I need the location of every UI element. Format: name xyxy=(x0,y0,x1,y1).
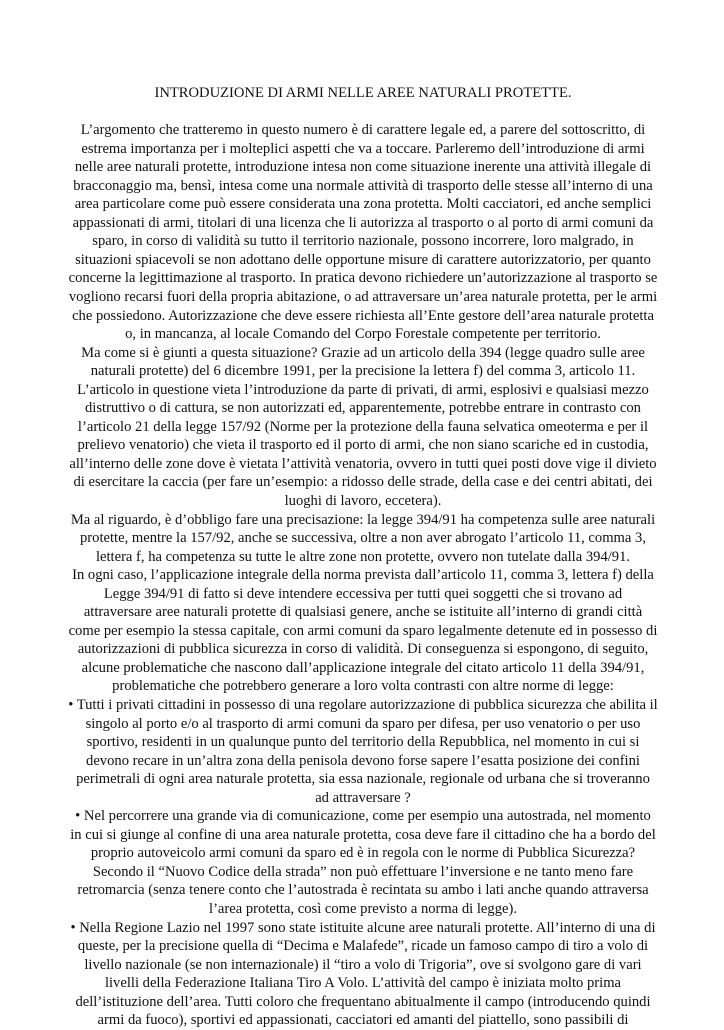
paragraph-article-ban: L’articolo in questione vieta l’introduzione da parte di privati, di armi, esplosivi e qualsiasi mezzo distruttivo o di cattura, se non autorizzati ed, apparentemente, potrebbe entrare in contrasto con l’articolo 21 della legge 157/92 (Norme per la protezione della fauna selvatica omeoterma e per il prelievo venatorio) che vieta il trasporto ed il porto di armi, che non siano scariche ed in custodia, all’interno delle zone dove è vietata l’attività venatoria, ovvero in tutti quei posti dove vige il divieto di esercitare la caccia (per fare un’esempio: a ridosso delle strade, della case e dei centri abitati, dei luoghi di lavoro, eccetera). xyxy=(69,381,657,509)
document-title: INTRODUZIONE DI ARMI NELLE AREE NATURALI PROTETTE. xyxy=(154,85,572,101)
paragraph-clarification: Ma al riguardo, è d’obbligo fare una precisazione: la legge 394/91 ha competenza sulle aree naturali protette, mentre la 157/92, anche se successiva, oltre a non aver abrogato l’articolo 11, comma 3, lettera f, ha competenza su tutte le altre zone non protette, ovvero non tutelate dalla 394/91. xyxy=(70,511,656,565)
paragraph-problems-intro: In ogni caso, l’applicazione integrale della norma prevista dall’articolo 11, comma 3, lettera f) della Legge 394/91 di fatto si deve intendere eccessiva per tutti quei soggetti che si trovano ad attraversare aree naturali protette di qualsiasi genere, anche se istituite all’interno di grandi città come per esempio la stessa capitale, con armi comuni da sparo legalmente detenute ed in possesso di autorizzazioni di pubblica sicurezza in corso di validità. Di conseguenza si espongono, di seguito, alcune problematiche che nascono dall’applicazione integrale del citato articolo 11 della 394/91, problematiche che potrebbero generare a loro volta contrasti con altre norme di legge: xyxy=(68,567,658,695)
bullet-item-lazio: • Nella Regione Lazio nel 1997 sono state istituite alcune aree naturali protette. All’interno di una di queste, per la precisione quella di “Decima e Malafede”, ricade un famoso campo di tiro a volo di livello nazionale (se non internazionale) il “tiro a volo di Trigoria”, ove si svolgono gare di vari livelli della Federazione Italiana Tiro A Volo. L’attività del campo è iniziata molto prima dell’istituzione dell’area. Tutti coloro che frequentano abitualmente il campo (introducendo quindi armi da fuoco), sportivi ed appassionati, cacciatori ed amanti del piattello, sono passibili di xyxy=(70,919,656,1029)
paragraph-intro: L’argomento che tratteremo in questo numero è di carattere legale ed, a parere del sottoscritto, di estrema importanza per i molteplici aspetti che va a toccare. Parleremo dell’introduzione di armi nelle aree naturali protette, introduzione intesa non come situazione inerente una attività illegale di bracconaggio ma, bensì, intesa come una normale attività di trasporto delle stesse all’interno di una area particolare come può essere considerata una zona protetta. Molti cacciatori, ed anche semplici appassionati di armi, titolari di una licenza che li autorizza al trasporto o al porto di armi comuni da sparo, in corso di validità su tutto il territorio nazionale, possono incorrere, loro malgrado, in situazioni spiacevoli se non adottano delle opportune misure di carattere autorizzatorio, per quanto concerne la legittimazione al trasporto. In pratica devono richiedere un’autorizzazione al trasporto se vogliono recarsi fuori della propria abitazione, o ad attraversare un’area naturale protetta, per le armi che possiedono. Autorizzazione che deve essere richiesta all’Ente gestore dell’area naturale protetta o, in mancanza, al locale Comando del Corpo Forestale competente per territorio. xyxy=(68,122,658,343)
bullet-item-highway: • Nel percorrere una grande via di comunicazione, come per esempio una autostrada, nel momento in cui si giunge al confine di una area naturale protetta, cosa deve fare il cittadino che ha a bordo del proprio autoveicolo armi comuni da sparo ed è in regola con le norme di Pubblica Sicurezza? Secondo il “Nuovo Codice della strada” non può effettuare l’inversione e ne tanto meno fare retromarcia (senza tenere conto che l’autostrada è recintata su ambo i lati anche quando attraversa l’area protetta, così come previsto a norma di legge). xyxy=(70,808,656,918)
paragraph-origin-question: Ma come si è giunti a questa situazione? Grazie ad un articolo della 394 (legge quadro sulle aree naturali protette) del 6 dicembre 1991, per la precisione la lettera f) del comma 3, articolo 11. xyxy=(81,344,645,380)
bullet-item-citizens: • Tutti i privati cittadini in possesso di una regolare autorizzazione di pubblica sicurezza che abilita il singolo al porto e/o al trasporto di armi comuni da sparo per difesa, per uso venatorio o per uso sportivo, residenti in un qualunque punto del territorio della Repubblica, nel momento in cui si devono recare in un’altra zona della penisola devono forse sapere l’esatta posizione dei confini perimetrali di ogni area naturale protetta, sia essa nazionale, regionale od urbana che si troveranno ad attraversare ? xyxy=(68,697,658,806)
document-page xyxy=(68,84,658,1030)
